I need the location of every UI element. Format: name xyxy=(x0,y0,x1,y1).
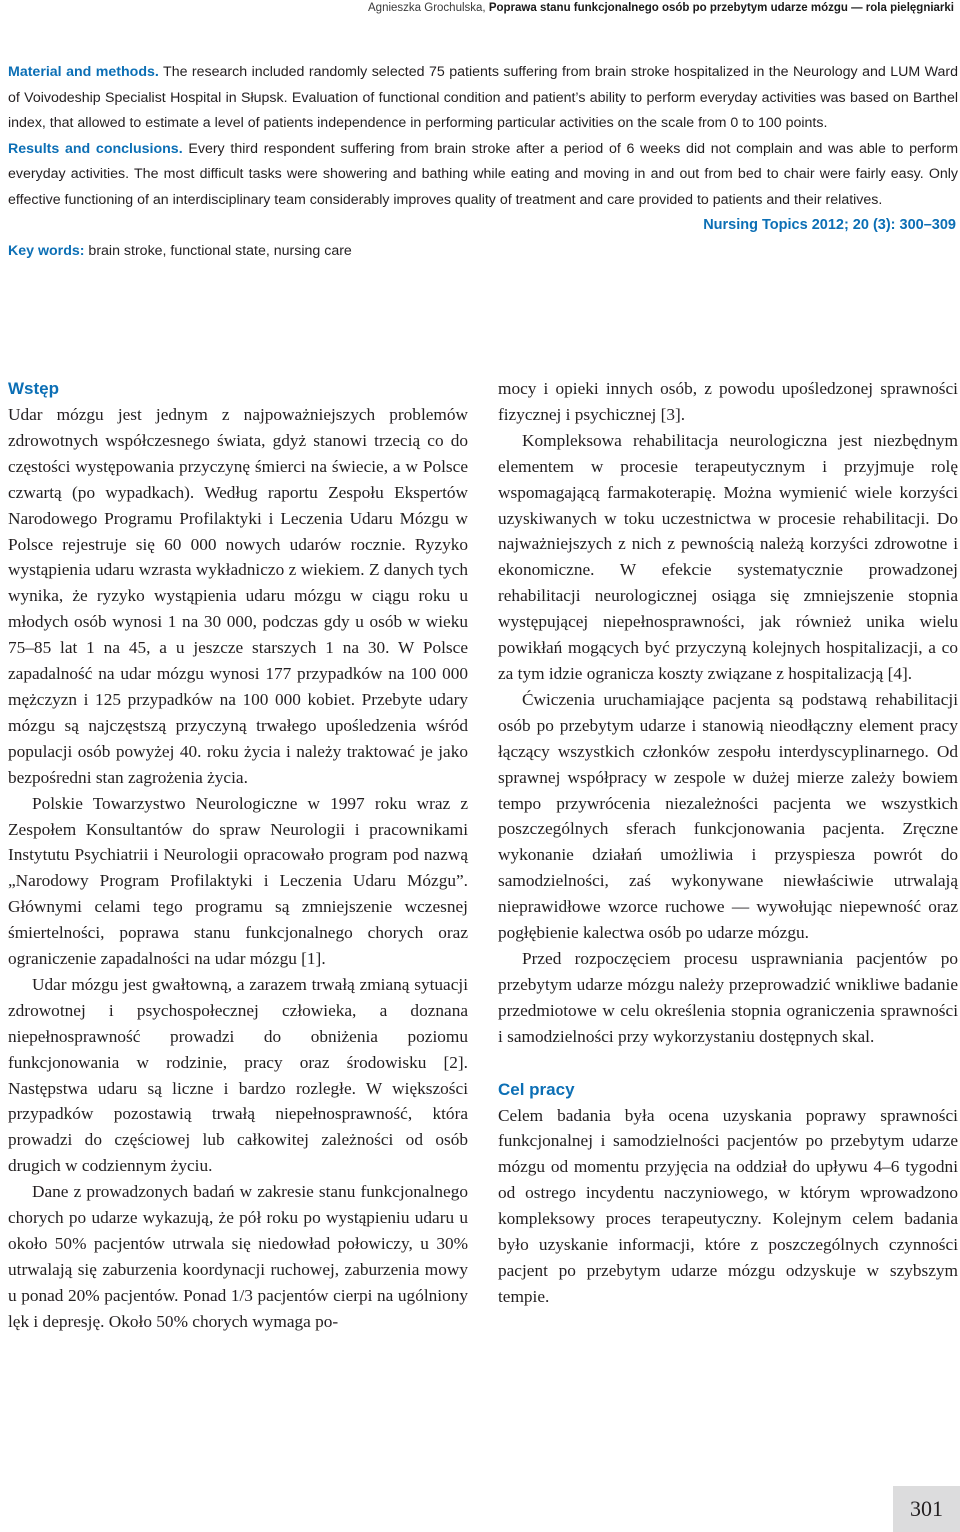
running-header xyxy=(0,0,960,14)
keywords-text: brain stroke, functional state, nursing care xyxy=(84,242,352,259)
section-heading-cel-pracy: Cel pracy xyxy=(498,1079,575,1099)
abstract-results xyxy=(8,137,958,214)
left-column xyxy=(8,376,468,1335)
paragraph: mocy i opieki innych osób, z powodu upośledzonej sprawności fizycznej i psychicznej [3]. xyxy=(498,379,958,424)
paragraph: Kompleksowa rehabilitacja neurologiczna jest niezbędnym elementem w procesie terapeutycznym i przyjmuje rolę wspomagającą farmakoterapię. Można wymienić wiele korzyści uzyskiwanych w toku uczestnictwa w procesie rehabilitacji. Do najważniejszych z nich z pewnością należą korzyści zdrowotne i ekonomiczne. W efekcie systematycznie prowadzonej rehabilitacji neurologicznej osiąga się zmniejszenie stopnia występującej niepełnosprawności, jak również unika wielu powikłań mogących być przyczyną kolejnych hospitalizacji, a co za tym idzie ogranicza koszty związane z hospitalizacją [4]. xyxy=(498,430,958,683)
abstract xyxy=(8,60,958,264)
methods-label: Material and methods. xyxy=(8,64,159,80)
results-text: Every third respondent suffering from brain stroke after a period of 6 weeks did not complain and was able to perform everyday activities. The most difficult tasks were showering and bathing while eating and moving in and out from bed to chair were fairly easy. Only effective functioning of an interdisciplinary team considerably improves quality of treatment and care provided to patients and their relatives. xyxy=(8,140,959,208)
methods-text: The research included randomly selected 75 patients suffering from brain stroke hospitalized in the Neurology and LUM Ward of Voivodeship Specialist Hospital in Słupsk. Evaluation of functional condition and patient’s ability to perform everyday activities was based on Barthel index, that allowed to estimate a level of patients independence in performing particular activities on the scale from 0 to 100 points. xyxy=(8,64,958,131)
section-heading-wstep: Wstęp xyxy=(8,379,59,398)
right-column xyxy=(498,376,958,1310)
paragraph: Celem badania była ocena uzyskania poprawy sprawności funkcjonalnej i samodzielności pacjentów po przebytym udarze mózgu od momentu przyjęcia na oddział do upływu 4–6 tygodni od ostrego incydentu naczyniowego, w którym wprowadzono kompleksowy proces terapeutyczny. Kolejnym celem badania było uzyskanie informacji, które z poszczególnych czynności pacjent po przebytym udarze mózgu odzyskuje w szybszym tempie. xyxy=(498,1105,958,1306)
page-number: 301 xyxy=(893,1486,960,1532)
citation: Nursing Topics 2012; 20 (3): 300–309 xyxy=(703,217,956,233)
paragraph: Udar mózgu jest jednym z najpoważniejszych problemów zdrowotnych współczesnego świata, gdyż stanowi trzecią co do częstości występowania przyczynę śmierci na świecie, a w Polsce czwartą (po wypadkach). Według raportu Zespołu Ekspertów Narodowego Programu Profilaktyki i Leczenia Udaru Mózgu w Polsce rejestruje się 60 000 nowych udarów rocznie. Ryzyko wystąpienia udaru wzrasta wykładniczo z wiekiem. Z danych tych wynika, że ryzyko wystąpienia udaru mózgu w ciągu roku u młodych osób wynosi 1 na 30 000, podczas gdy u osób w wieku 75–85 lat 1 na 45, a u jeszcze starszych 1 na 30. W Polsce zapadalność na udar mózgu wynosi 177 przypadków na 100 000 mężczyzn i 125 przypadków na 100 000 kobiet. Przebyte udary mózgu są najczęstszą przyczyną trwałego upośledzenia wśród populacji osób powyżej 40. roku życia i należy traktować je jako bezpośredni stan zagrożenia życia. xyxy=(8,405,468,787)
abstract-methods xyxy=(8,60,958,137)
keywords-label: Key words: xyxy=(8,242,85,259)
header-author: Agnieszka Grochulska, xyxy=(368,2,489,14)
paragraph: Udar mózgu jest gwałtowną, a zarazem trwałą zmianą sytuacji zdrowotnej i psychospołecznej człowieka, a doznana niepełnosprawność prowadzi do obniżenia poziomu funkcjonowania w rodzinie, pracy oraz środowisku [2]. Następstwa udaru są liczne i bardzo rozległe. W większości przypadków pozostawią trwałą niepełnosprawność, która prowadzi do częściowej lub całkowitej zależności od osób drugich w codziennym życiu. xyxy=(8,974,468,1176)
paragraph: Dane z prowadzonych badań w zakresie stanu funkcjonalnego chorych po udarze wykazują, że pół roku po wystąpieniu udaru u około 50% pacjentów utrwala się niedowład połowiczy, u 30% utrwalają się zaburzenia koordynacji ruchowej, zaburzenia mowy u ponad 20% pacjentów. Ponad 1/3 pacjentów cierpi na ugólniony lęk i depresję. Około 50% chorych wymaga po- xyxy=(8,1182,468,1331)
results-label: Results and conclusions. xyxy=(8,140,183,157)
keywords xyxy=(8,239,958,265)
paragraph: Polskie Towarzystwo Neurologiczne w 1997 roku wraz z Zespołem Konsultantów do spraw Neurologii i pracownikami Instytutu Psychiatrii i Neurologii opracowało program pod nazwą „Narodowy Program Profilaktyki i Leczenia Udaru Mózgu”. Głównymi celami tego programu są zmniejszenie wczesnej śmiertelności, poprawa stanu funkcjonalnego chorych oraz ograniczenie zapadalności na udar mózgu [1]. xyxy=(8,793,468,969)
header-title: Poprawa stanu funkcjonalnego osób po przebytym udarze mózgu — rola pielęgniarki xyxy=(488,2,954,14)
paragraph: Ćwiczenia uruchamiające pacjenta są podstawą rehabilitacji osób po przebytym udarze i stanowią nieodłączny element pracy łączący wszystkich członków zespołu interdyscyplinarnego. Od sprawnej współpracy w zespole w dużej mierze zależy bowiem tempo przywrócenia niezależności pacjenta we wszystkich poszczególnych sferach funkcjonowania pacjenta. Zręczne wykonanie działań umożliwia i przyspiesza powrót do samodzielności, zaś wykonywane niewłaściwie utrwalają nieprawidłowe wzorce ruchowe — wywołując niepewność oraz pogłębienie kalectwa osób po udarze mózgu. xyxy=(498,689,958,943)
paragraph: Przed rozpoczęciem procesu usprawniania pacjentów po przebytym udarze mózgu należy przeprowadzić wnikliwe badanie przedmiotowe w celu określenia stopnia ograniczenia sprawności i samodzielności przy wykorzystaniu dostępnych skal. xyxy=(498,948,958,1046)
